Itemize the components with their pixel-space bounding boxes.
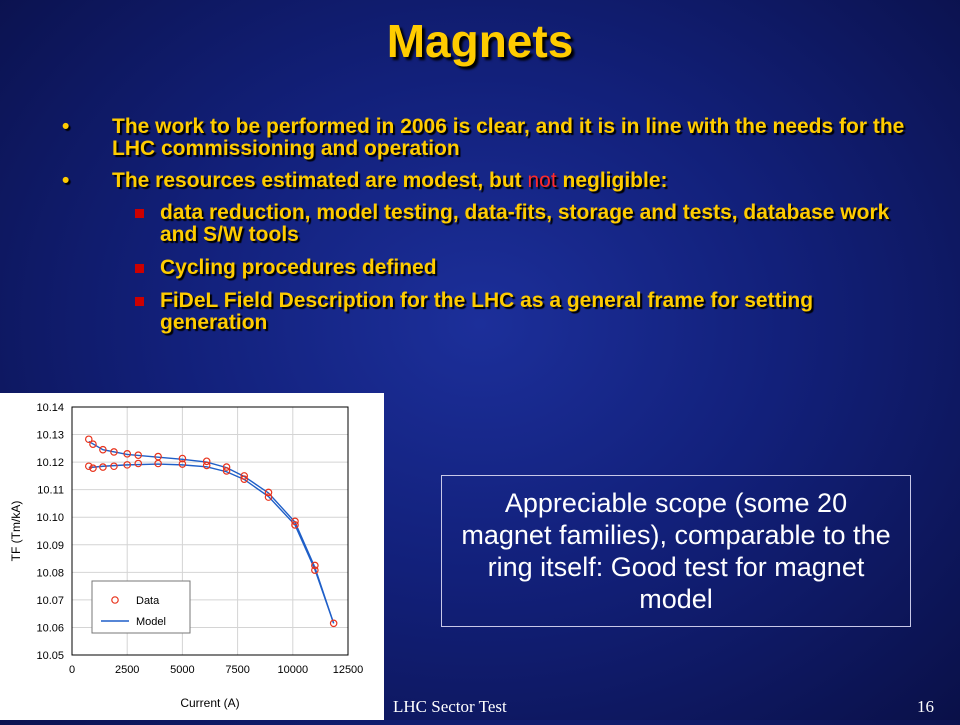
bullet-text-end: negligible: (556, 169, 668, 192)
bullet-item (62, 170, 922, 192)
legend-label-model: Model (136, 616, 166, 628)
y-tick-label: 10.14 (36, 402, 64, 414)
callout-box (441, 475, 911, 627)
sub-bullet-item (62, 257, 922, 279)
x-tick-label: 2500 (114, 664, 140, 676)
sub-bullet-marker (135, 264, 144, 273)
sub-bullet-item (62, 290, 922, 334)
callout-text: Appreciable scope (some 20 magnet families), comparable to the ring itself: Good test for magnet model (461, 488, 891, 614)
y-tick-label: 10.13 (36, 429, 64, 442)
bullet-dot: • (62, 115, 70, 138)
data-point (203, 462, 209, 468)
x-tick-label: 10000 (277, 664, 309, 676)
y-tick-label: 10.07 (36, 594, 64, 607)
data-point (135, 460, 141, 466)
x-tick-label: 7500 (225, 664, 250, 676)
sub-bullet-item (62, 202, 922, 246)
y-tick-label: 10.11 (37, 484, 64, 497)
y-tick-label: 10.08 (36, 567, 64, 580)
slide-title: Magnets (386, 15, 574, 67)
x-tick-label: 0 (68, 664, 76, 676)
x-tick-label: 5000 (170, 664, 195, 676)
bullet-highlight: not (527, 169, 557, 192)
y-tick-label: 10.09 (36, 539, 64, 552)
sub-bullet-text: FiDeL Field Description for the LHC as a general frame for setting generation (160, 289, 814, 334)
x-tick-label: 12500 (332, 664, 364, 676)
sub-bullet-marker (135, 209, 144, 218)
y-tick-label: 10.12 (36, 457, 64, 470)
y-axis-label: TF (Tm/kA) (9, 500, 23, 562)
tf-chart-svg (0, 393, 384, 720)
bullet-dot: • (62, 169, 70, 192)
bullet-text: The work to be performed in 2006 is clear, and it is in line with the needs for the LHC commissioning and operation (112, 115, 905, 160)
legend-label-data: Data (136, 595, 160, 607)
footer-title: LHC Sector Test (393, 697, 507, 716)
page-number: 16 (917, 697, 934, 716)
x-axis-label: Current (A) (180, 696, 240, 710)
y-tick-label: 10.05 (36, 650, 64, 662)
y-tick-label: 10.10 (36, 512, 64, 525)
bullet-item (62, 116, 922, 160)
tf-chart (0, 393, 384, 720)
sub-bullet-marker (135, 297, 144, 306)
sub-bullet-text: Cycling procedures defined (160, 256, 437, 279)
y-tick-label: 10.06 (36, 622, 64, 635)
bullet-list (62, 116, 922, 345)
sub-bullet-text: data reduction, model testing, data-fits, storage and tests, database work and S/W tools (160, 201, 890, 246)
bullet-text-start: The resources estimated are modest, but (112, 169, 528, 192)
